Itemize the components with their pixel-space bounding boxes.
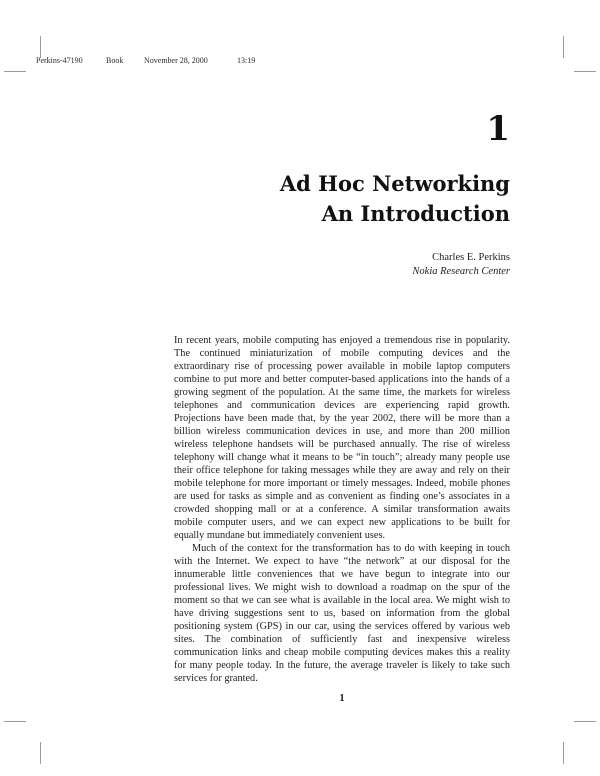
paragraph-1: In recent years, mobile computing has enjoyed a tremendous rise in popularity. The continued miniaturization of mobile computing devices and the extraordinary rise of processing power available in mobile laptop computers combine to put more and better computer-based applications into the hands of a growing segment of the population. At the same time, the markets for wireless telephones and communication devices are experiencing rapid growth. Projections have been made that, by the year 2002, there will be more than a billion wireless communication devices in use, and more than 200 million wireless telephone handsets will be purchased annually. The rise of wireless telephony will change what it means to be “in touch”; already many people use their office telephone for taking messages while they are away and rely on their mobile telephone for more important or timely messages. Indeed, mobile phones are used for tasks as simple and as convenient as finding one’s associates in a crowded shopping mall or at a conference. A similar transformation awaits mobile computer users, and we can expect new applications to be built for equally mundane but immediately convenient uses.: [174, 335, 510, 541]
crop-mark-bottom-right-vertical: [563, 742, 564, 764]
crop-mark-top-right-horizontal: [574, 71, 596, 72]
running-head: [36, 56, 255, 65]
chapter-title-line-2: An Introduction: [321, 201, 510, 226]
running-head-date: November 28, 2000: [144, 56, 208, 65]
author-block: [412, 251, 510, 279]
author-affiliation: Nokia Research Center: [412, 266, 510, 277]
running-head-time: 13:19: [237, 56, 256, 65]
paragraph-2: Much of the context for the transformation has to do with keeping in touch with the Internet. We expect to have “the network” at our disposal for the innumerable little conveniences that we have begun to integrate into our professional lives. We might wish to download a roadmap on the spur of the moment so that we can see what is available in the local area. We might wish to have driving suggestions sent to us, based on information from the global positioning system (GPS) in our car, using the services offered by various web sites. The combination of sufficiently fast and inexpensive wireless communication links and cheap mobile computing devices makes this a reality for many people today. In the future, the average traveler is likely to take such services for granted.: [174, 543, 510, 684]
running-head-type: Book: [106, 56, 124, 65]
chapter-title-line-1: Ad Hoc Networking: [279, 171, 510, 196]
crop-mark-bottom-left-horizontal: [4, 721, 26, 722]
body-text: [174, 334, 510, 685]
crop-mark-bottom-right-horizontal: [574, 721, 596, 722]
crop-mark-top-left-vertical: [40, 36, 41, 58]
author-name: Charles E. Perkins: [432, 252, 510, 263]
chapter-number: 1: [486, 109, 510, 149]
crop-mark-bottom-left-vertical: [40, 742, 41, 764]
chapter-title: [280, 169, 510, 229]
running-head-id: Perkins-47190: [36, 56, 83, 65]
page-number: 1: [339, 693, 345, 704]
crop-mark-top-left-horizontal: [4, 71, 26, 72]
crop-mark-top-right-vertical: [563, 36, 564, 58]
